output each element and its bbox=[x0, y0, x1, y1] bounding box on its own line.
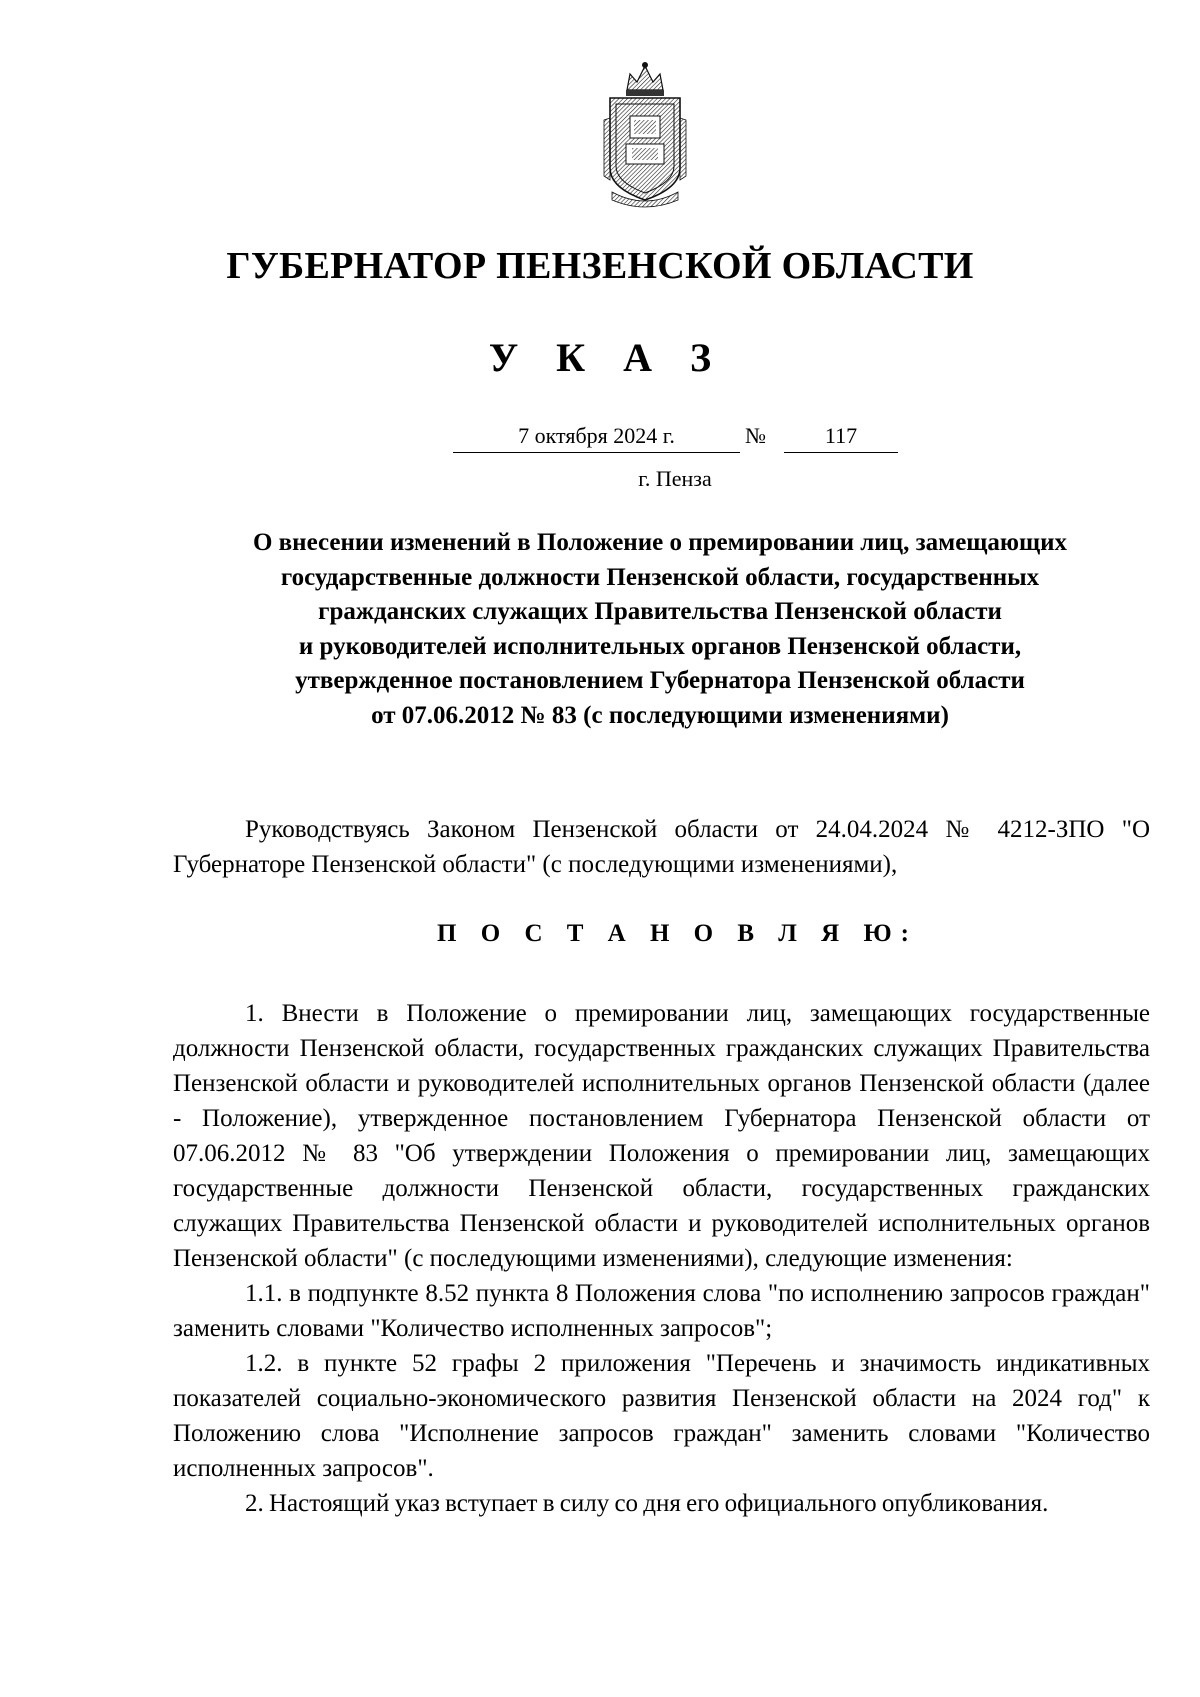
document-number: 117 bbox=[784, 423, 898, 453]
item-paragraph: 1.1. в подпункте 8.52 пункта 8 Положения слова "по исполнению запросов граждан" заменить словами "Количество исполненных запросов"; bbox=[173, 1280, 1150, 1342]
decree-items bbox=[173, 996, 1150, 1521]
document-date: 7 октября 2024 г. bbox=[453, 423, 740, 453]
number-sign: № bbox=[745, 423, 766, 448]
title-line: утвержденное постановлением Губернатора Пензенской области bbox=[295, 667, 1025, 695]
coat-of-arms-icon bbox=[602, 60, 688, 210]
title-line: и руководителей исполнительных органов Пензенской области, bbox=[298, 632, 1022, 660]
preamble bbox=[173, 812, 1150, 882]
item-paragraph: 1. Внести в Положение о премировании лиц, замещающих государственные должности Пензенской области, государственных гражданских служащих Правительства Пензенской области и руководителей исполнительных органов Пензенской области (далее - Положение), утвержденное постановлением Губернатора Пензенской области от 07.06.2012 № 83 "Об утверждении Положения о премировании лиц, замещающих государственные должности Пензенской области, государственных гражданских служащих Правительства Пензенской области и руководителей исполнительных органов Пензенской области" (с последующими изменениями), следующие изменения: bbox=[173, 1000, 1150, 1272]
organization-name: ГУБЕРНАТОР ПЕНЗЕНСКОЙ ОБЛАСТИ bbox=[226, 245, 974, 287]
preamble-paragraph: Руководствуясь Законом Пензенской области от 24.04.2024 № 4212-ЗПО "О Губернаторе Пензенской области" (с последующими изменениями), bbox=[173, 816, 1150, 878]
resolve-heading: П О С Т А Н О В Л Я Ю: bbox=[437, 920, 918, 947]
title-line: от 07.06.2012 № 83 (с последующими изменениями) bbox=[371, 701, 949, 729]
item-paragraph: 2. Настоящий указ вступает в силу со дня его официального опубликования. bbox=[245, 1490, 1049, 1517]
document-type: У К А З bbox=[488, 335, 726, 380]
document-title bbox=[150, 526, 1170, 734]
title-line: государственные должности Пензенской области, государственных bbox=[280, 563, 1040, 591]
title-line: О внесении изменений в Положение о премировании лиц, замещающих bbox=[252, 529, 1068, 556]
document-city: г. Пенза bbox=[638, 466, 712, 491]
item-paragraph: 1.2. в пункте 52 графы 2 приложения "Перечень и значимость индикативных показателей социально-экономического развития Пензенской области на 2024 год" к Положению слова "Исполнение запросов граждан" заменить словами "Количество исполненных запросов". bbox=[173, 1350, 1150, 1482]
title-line: гражданских служащих Правительства Пензенской области bbox=[318, 598, 1002, 626]
